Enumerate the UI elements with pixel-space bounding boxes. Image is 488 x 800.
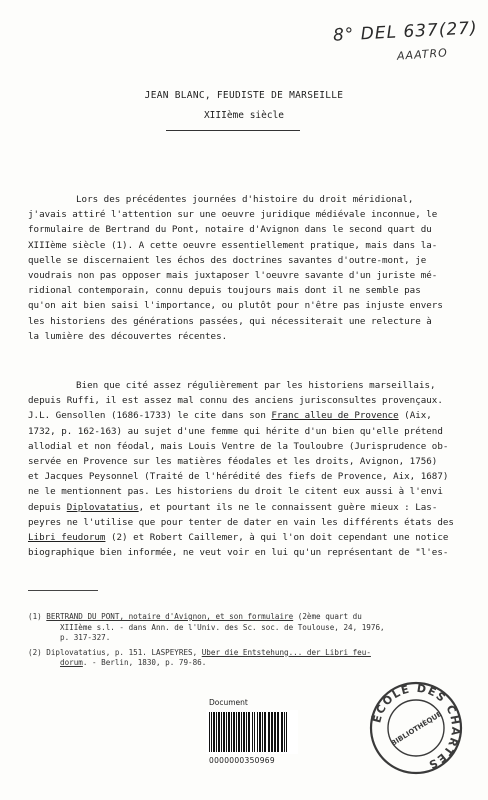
paragraph-1	[28, 192, 464, 344]
paragraph-2-line: biographique bien informée, ne veut voir en lui qu'un représentant de "l'es-	[28, 547, 449, 559]
barcode-bar	[286, 712, 287, 752]
paragraph-1-line: la lumière des découvertes récentes.	[28, 330, 228, 342]
barcode-bar	[259, 712, 261, 752]
document-title: JEAN BLANC, FEUDISTE DE MARSEILLE	[144, 90, 344, 101]
paragraph-1-line: voudrais non pas opposer mais juxtaposer l'oeuvre savante d'un juriste mé-	[28, 270, 438, 282]
document-subtitle: XIIIème siècle	[203, 110, 285, 121]
footnote-2	[28, 648, 464, 669]
text-run: (2) Diplovatatius, p. 151. LASPEYRES,	[28, 647, 202, 657]
paragraph-2-line: ne le mentionnent pas. Les historiens du droit le citent eux aussi à l'envi	[28, 486, 443, 498]
document-barcode	[206, 698, 298, 770]
paragraph-2-line: Bien que cité assez régulièrement par les historiens marseillais,	[76, 380, 436, 391]
footnotes	[28, 612, 464, 673]
barcode-bar	[226, 712, 227, 752]
barcode-bar	[233, 712, 235, 752]
barcode-bar	[284, 712, 285, 752]
barcode-bar	[241, 712, 242, 752]
footnote-line	[28, 648, 464, 659]
stamp-outer-text: ÉCOLE DES CHARTES	[370, 681, 463, 772]
barcode-bar	[231, 712, 232, 752]
paragraph-1-line: les historiens des générations passées, qui nécessiterait une relecture à	[28, 315, 432, 327]
barcode-bars	[206, 710, 298, 754]
barcode-bar	[268, 712, 270, 752]
paragraph-2-line	[28, 408, 464, 423]
paragraph-1-line: XIIIème siècle (1). A cette oeuvre essentiellement pratique, mais dans la-	[28, 239, 438, 251]
barcode-bar	[257, 712, 258, 752]
barcode-number: 0000000350969	[209, 756, 275, 765]
paragraph-2-line: 1732, p. 162-163) au sujet d'une femme qui hérite d'un bien qu'elle prétend	[28, 425, 443, 437]
paragraph-2-line: allodial et non féodal, mais Louis Ventre de la Touloubre (Jurisprudence ob-	[28, 440, 449, 452]
footnote-1	[28, 612, 464, 644]
book-title-libri-feudorum: Libri feudorum	[28, 532, 106, 544]
paragraph-2-line: et Jacques Peysonnel (Traité de l'hérédité des fiefs de Provence, Aix, 1687)	[28, 471, 449, 483]
stamp-inner-text: BIBLIOTHÈQUE	[389, 710, 444, 748]
barcode-bar	[228, 712, 230, 752]
barcode-bar	[277, 712, 279, 752]
footnote-title: dorum	[60, 658, 83, 667]
barcode-bar	[216, 712, 217, 752]
barcode-bar	[223, 712, 225, 752]
footnote-rule	[28, 590, 98, 591]
paragraph-2-line	[28, 530, 464, 545]
barcode-bar	[238, 712, 240, 752]
paragraph-1-line: Lors des précédentes journées d'histoire du droit méridional,	[76, 194, 414, 205]
barcode-bar	[213, 712, 215, 752]
text-run: J.L. Gensollen (1686-1733) le cite dans son	[28, 410, 272, 422]
barcode-bar	[246, 712, 247, 752]
title-rule	[166, 130, 300, 131]
text-run: (1)	[28, 612, 47, 621]
barcode-bar	[243, 712, 245, 752]
text-run: depuis	[28, 501, 67, 513]
name-diplovatatius: Diplovatatius	[66, 501, 139, 513]
barcode-label: Document	[209, 698, 248, 707]
footnote-title: Uber die Entstehung... der Libri feu-	[201, 647, 371, 657]
footnote-line: p. 317-327.	[60, 633, 111, 642]
barcode-bar	[252, 712, 253, 752]
paragraph-2-line: servée en Provence sur les matières féodales et les droits, Avignon, 1756)	[28, 456, 438, 468]
paragraph-1-line: formulaire de Bertrand du Pont, notaire d'Avignon dans le second quart du	[28, 224, 432, 236]
paragraph-1-line: qu'on ait bien saisi l'importance, ou plutôt pour n'être pas injuste envers	[28, 300, 443, 312]
paragraph-1-line: j'avais attiré l'attention sur une oeuvre juridique médiévale inconnue, le	[28, 209, 438, 221]
library-stamp	[368, 680, 464, 776]
footnote-title: BERTRAND DU PONT, notaire d'Avignon, et son formulaire	[46, 612, 294, 621]
shelfmark-handwritten-2: AAATRO	[396, 46, 449, 63]
book-title-franc-alleu: Franc alleu de Provence	[271, 410, 399, 422]
barcode-bar	[221, 712, 222, 752]
barcode-bar	[248, 712, 250, 752]
paragraph-2	[28, 378, 464, 560]
barcode-bar	[218, 712, 220, 752]
paragraph-1-line: ridional contemporain, connu depuis toujours mais dont il ne semble pas	[28, 285, 421, 297]
barcode-bar	[254, 712, 255, 752]
paragraph-1-line: quelle se discernaient les échos des doctrines savantes d'outre-mont, je	[28, 254, 427, 266]
barcode-bar	[211, 712, 212, 752]
footnote-line	[28, 658, 464, 669]
barcode-bar	[209, 712, 210, 752]
text-run: (2) et Robert Caillemer, à qui l'on doit cependant une notice	[105, 532, 449, 544]
text-run: (Aix,	[398, 410, 432, 422]
barcode-bar	[262, 712, 263, 752]
barcode-bar	[264, 712, 266, 752]
text-run: , et pourtant ils ne le connaissent guère mieux : Las-	[138, 501, 438, 513]
footnote-line: XIIIème s.l. - dans Ann. de l'Univ. des Sc. soc. de Toulouse, 24, 1976,	[60, 622, 385, 632]
barcode-bar	[236, 712, 237, 752]
text-run: . - Berlin, 1830, p. 79-86.	[82, 658, 207, 667]
shelfmark-handwritten: 8° DEL 637(27)	[332, 18, 479, 46]
barcode-bar	[274, 712, 276, 752]
paragraph-2-line: peyres ne l'utilise que pour tenter de dater en vain les différents états des	[28, 516, 454, 528]
paragraph-2-line	[28, 500, 464, 515]
text-run: (2ème quart du	[293, 612, 362, 621]
paragraph-2-line: depuis Ruffi, il est assez mal connu des anciens jurisconsultes provençaux.	[28, 395, 443, 407]
barcode-bar	[271, 712, 273, 752]
footnote-line	[28, 612, 464, 623]
barcode-bar	[281, 712, 283, 752]
